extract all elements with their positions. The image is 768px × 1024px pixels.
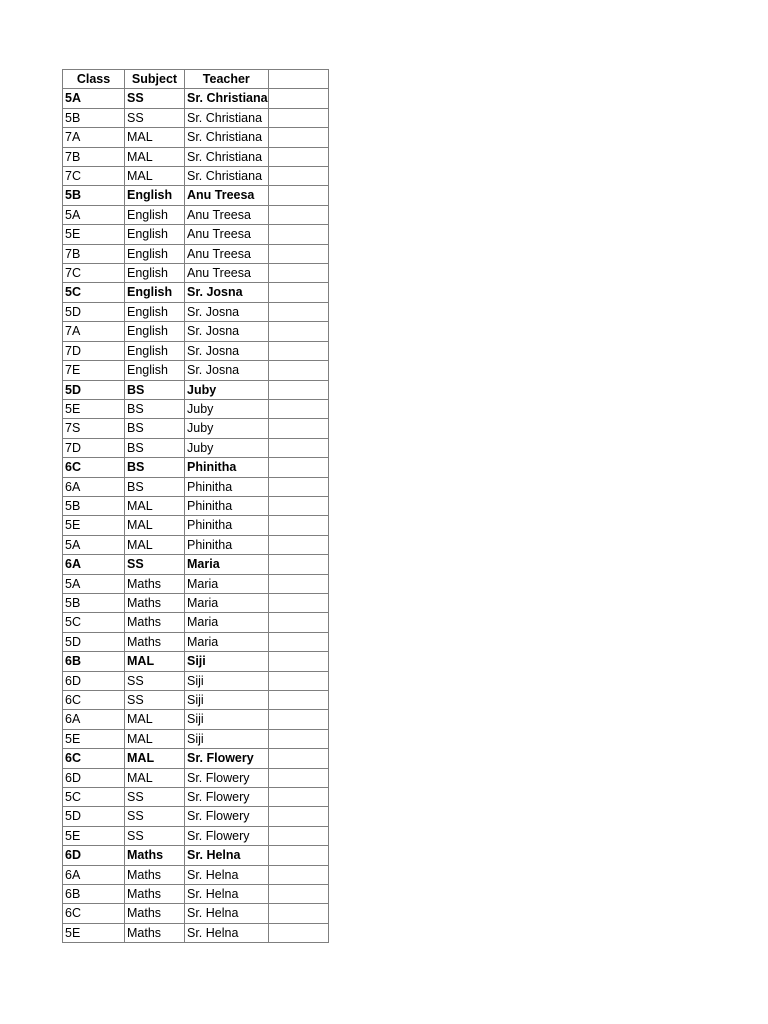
cell-teacher-text: Siji: [187, 731, 204, 746]
cell-teacher[interactable]: [185, 807, 269, 826]
cell-teacher-text: Phinitha: [187, 479, 233, 494]
table-row: [63, 205, 329, 224]
cell-teacher[interactable]: [185, 516, 269, 535]
cell-subject[interactable]: MAL: [125, 128, 185, 147]
cell-empty[interactable]: [268, 341, 328, 360]
cell-class[interactable]: 7A: [63, 128, 125, 147]
cell-subject[interactable]: English: [125, 205, 185, 224]
cell-teacher[interactable]: [185, 923, 269, 942]
cell-teacher-text: Sr. Christiana: [187, 91, 268, 106]
table-row: [63, 788, 329, 807]
cell-class[interactable]: 7A: [63, 322, 125, 341]
cell-teacher-text: Juby: [187, 401, 214, 416]
cell-teacher[interactable]: [185, 458, 269, 477]
cell-class[interactable]: 5D: [63, 302, 125, 321]
cell-subject[interactable]: Maths: [125, 846, 185, 865]
cell-empty[interactable]: [268, 322, 328, 341]
cell-subject[interactable]: SS: [125, 671, 185, 690]
cell-subject[interactable]: BS: [125, 477, 185, 496]
cell-subject[interactable]: Maths: [125, 574, 185, 593]
cell-empty[interactable]: [268, 361, 328, 380]
table-row: [63, 749, 329, 768]
cell-teacher[interactable]: [185, 729, 269, 748]
table-row: [63, 399, 329, 418]
cell-teacher-text: Siji: [187, 693, 204, 707]
table-row: [63, 108, 329, 127]
cell-teacher[interactable]: [185, 613, 269, 632]
cell-empty[interactable]: [268, 516, 328, 535]
cell-teacher-text: Anu Treesa: [187, 246, 251, 261]
table-row: [63, 710, 329, 729]
table-row: [63, 147, 329, 166]
table-row: [63, 865, 329, 884]
cell-class[interactable]: 7C: [63, 167, 125, 186]
table-row: [63, 574, 329, 593]
cell-subject[interactable]: SS: [125, 555, 185, 574]
table-row: [63, 341, 329, 360]
cell-teacher[interactable]: [185, 477, 269, 496]
cell-class[interactable]: 5E: [63, 826, 125, 845]
cell-class[interactable]: 5A: [63, 89, 125, 108]
header-class[interactable]: Class: [63, 70, 125, 89]
table-row: [63, 458, 329, 477]
table-row: [63, 729, 329, 748]
cell-teacher-text: Sr. Christiana: [187, 130, 263, 145]
cell-teacher-text: Anu Treesa: [187, 207, 251, 222]
table-row: [63, 89, 329, 108]
cell-subject[interactable]: SS: [125, 788, 185, 807]
cell-teacher[interactable]: [185, 108, 269, 127]
cell-subject[interactable]: MAL: [125, 768, 185, 787]
cell-class[interactable]: 6C: [63, 691, 125, 710]
cell-class[interactable]: 5D: [63, 632, 125, 651]
cell-empty[interactable]: [268, 632, 328, 651]
cell-class[interactable]: 5E: [63, 923, 125, 942]
cell-teacher[interactable]: [185, 264, 269, 283]
cell-teacher-text: Sr. Josna: [187, 324, 240, 339]
cell-empty[interactable]: [268, 89, 328, 108]
table-row: [63, 535, 329, 554]
cell-empty[interactable]: [268, 380, 328, 399]
cell-subject[interactable]: Maths: [125, 632, 185, 651]
cell-class[interactable]: 5A: [63, 205, 125, 224]
cell-subject[interactable]: English: [125, 244, 185, 263]
cell-teacher-text: Sr. Flowery: [187, 809, 250, 824]
cell-class[interactable]: 5A: [63, 574, 125, 593]
cell-empty[interactable]: [268, 225, 328, 244]
cell-teacher-text: Sr. Helna: [187, 887, 239, 902]
cell-teacher-text: Juby: [187, 421, 214, 436]
table-row: [63, 264, 329, 283]
header-row: [63, 70, 329, 89]
cell-teacher[interactable]: [185, 904, 269, 923]
table-row: [63, 477, 329, 496]
cell-empty[interactable]: [268, 458, 328, 477]
cell-class[interactable]: 6C: [63, 904, 125, 923]
cell-empty[interactable]: [268, 865, 328, 884]
table-row: [63, 186, 329, 205]
cell-teacher-text: Sr. Christiana: [187, 169, 263, 184]
cell-teacher-text: Sr. Flowery: [187, 828, 250, 843]
cell-teacher[interactable]: [185, 302, 269, 321]
cell-subject[interactable]: English: [125, 341, 185, 360]
cell-teacher-text: Maria: [187, 634, 219, 649]
cell-subject[interactable]: MAL: [125, 710, 185, 729]
cell-teacher[interactable]: [185, 749, 269, 768]
cell-class[interactable]: 6D: [63, 768, 125, 787]
cell-teacher[interactable]: [185, 788, 269, 807]
cell-subject[interactable]: English: [125, 283, 185, 302]
cell-teacher-text: Anu Treesa: [187, 227, 251, 242]
cell-class[interactable]: 5B: [63, 186, 125, 205]
cell-teacher[interactable]: [185, 593, 269, 612]
cell-empty[interactable]: [268, 438, 328, 457]
cell-subject[interactable]: SS: [125, 108, 185, 127]
cell-empty[interactable]: [268, 302, 328, 321]
cell-subject[interactable]: BS: [125, 419, 185, 438]
cell-class[interactable]: 7D: [63, 438, 125, 457]
cell-teacher[interactable]: [185, 147, 269, 166]
cell-subject[interactable]: Maths: [125, 865, 185, 884]
cell-teacher-text: Sr. Josna: [187, 363, 240, 378]
cell-empty[interactable]: [268, 186, 328, 205]
cell-teacher[interactable]: [185, 128, 269, 147]
cell-class[interactable]: 5E: [63, 399, 125, 418]
cell-class[interactable]: 6D: [63, 846, 125, 865]
cell-class[interactable]: 7B: [63, 147, 125, 166]
cell-teacher-text: Phinitha: [187, 518, 233, 533]
cell-empty[interactable]: [268, 147, 328, 166]
table-row: [63, 904, 329, 923]
cell-empty[interactable]: [268, 419, 328, 438]
cell-teacher-text: Sr. Helna: [187, 906, 239, 921]
table-row: [63, 361, 329, 380]
table-row: [63, 225, 329, 244]
cell-empty[interactable]: [268, 496, 328, 515]
cell-empty[interactable]: [268, 244, 328, 263]
cell-teacher[interactable]: [185, 671, 269, 690]
cell-subject[interactable]: MAL: [125, 749, 185, 768]
cell-empty[interactable]: [268, 923, 328, 942]
cell-teacher-text: Sr. Helna: [187, 867, 239, 882]
cell-class[interactable]: 5D: [63, 807, 125, 826]
cell-class[interactable]: 5C: [63, 788, 125, 807]
table-row: [63, 167, 329, 186]
cell-teacher[interactable]: [185, 535, 269, 554]
table-row: [63, 283, 329, 302]
cell-empty[interactable]: [268, 749, 328, 768]
cell-empty[interactable]: [268, 807, 328, 826]
cell-teacher[interactable]: [185, 555, 269, 574]
cell-class[interactable]: 6B: [63, 652, 125, 671]
cell-empty[interactable]: [268, 399, 328, 418]
cell-teacher[interactable]: [185, 380, 269, 399]
cell-teacher-text: Sr. Josna: [187, 304, 240, 319]
cell-class[interactable]: 5D: [63, 380, 125, 399]
cell-class[interactable]: 5C: [63, 613, 125, 632]
table-row: [63, 923, 329, 942]
cell-teacher-text: Maria: [187, 595, 219, 610]
cell-teacher[interactable]: [185, 826, 269, 845]
cell-teacher[interactable]: [185, 361, 269, 380]
header-empty[interactable]: [268, 70, 328, 89]
cell-subject[interactable]: SS: [125, 807, 185, 826]
cell-class[interactable]: 5B: [63, 496, 125, 515]
cell-subject[interactable]: English: [125, 361, 185, 380]
cell-class[interactable]: 6C: [63, 458, 125, 477]
cell-class[interactable]: 6A: [63, 710, 125, 729]
cell-subject[interactable]: SS: [125, 826, 185, 845]
cell-empty[interactable]: [268, 574, 328, 593]
cell-teacher[interactable]: [185, 710, 269, 729]
cell-empty[interactable]: [268, 652, 328, 671]
cell-class[interactable]: 5C: [63, 283, 125, 302]
cell-teacher-text: Sr. Josna: [187, 343, 240, 358]
cell-empty[interactable]: [268, 671, 328, 690]
cell-teacher[interactable]: [185, 89, 269, 108]
cell-teacher[interactable]: [185, 167, 269, 186]
cell-subject[interactable]: Maths: [125, 904, 185, 923]
cell-subject[interactable]: English: [125, 264, 185, 283]
cell-teacher-text: Sr. Helna: [187, 848, 241, 863]
cell-subject[interactable]: MAL: [125, 167, 185, 186]
cell-empty[interactable]: [268, 555, 328, 574]
table-row: [63, 632, 329, 651]
cell-empty[interactable]: [268, 477, 328, 496]
cell-teacher-text: Siji: [187, 654, 206, 669]
table-row: [63, 438, 329, 457]
cell-teacher[interactable]: [185, 691, 269, 710]
table-body: [63, 89, 329, 943]
cell-teacher[interactable]: [185, 341, 269, 360]
cell-subject[interactable]: English: [125, 302, 185, 321]
cell-class[interactable]: 7D: [63, 341, 125, 360]
cell-teacher[interactable]: [185, 438, 269, 457]
cell-empty[interactable]: [268, 128, 328, 147]
cell-teacher-text: Phinitha: [187, 537, 233, 552]
cell-subject[interactable]: BS: [125, 399, 185, 418]
cell-class[interactable]: 6B: [63, 885, 125, 904]
spreadsheet-page: [62, 69, 329, 943]
cell-class[interactable]: 5E: [63, 225, 125, 244]
table-row: [63, 322, 329, 341]
cell-class[interactable]: 5E: [63, 516, 125, 535]
cell-teacher-text: Maria: [187, 557, 220, 572]
cell-empty[interactable]: [268, 691, 328, 710]
cell-teacher[interactable]: [185, 399, 269, 418]
cell-teacher-text: Siji: [187, 712, 204, 727]
table-row: [63, 807, 329, 826]
cell-empty[interactable]: [268, 904, 328, 923]
cell-teacher-text: Phinitha: [187, 498, 233, 513]
cell-teacher-text: Maria: [187, 576, 219, 591]
cell-empty[interactable]: [268, 593, 328, 612]
cell-teacher-text: Sr. Christiana: [187, 149, 263, 164]
cell-teacher[interactable]: [185, 846, 269, 865]
cell-class[interactable]: 7E: [63, 361, 125, 380]
cell-subject[interactable]: SS: [125, 89, 185, 108]
cell-teacher-text: Phinitha: [187, 460, 237, 475]
table-row: [63, 691, 329, 710]
cell-teacher[interactable]: [185, 205, 269, 224]
cell-subject[interactable]: SS: [125, 691, 185, 710]
cell-class[interactable]: 5B: [63, 108, 125, 127]
table-row: [63, 380, 329, 399]
cell-teacher-text: Sr. Flowery: [187, 790, 250, 805]
cell-teacher[interactable]: [185, 244, 269, 263]
cell-empty[interactable]: [268, 264, 328, 283]
cell-class[interactable]: 5B: [63, 593, 125, 612]
table-row: [63, 826, 329, 845]
cell-teacher-text: Maria: [187, 615, 219, 630]
cell-teacher[interactable]: [185, 574, 269, 593]
cell-class[interactable]: 7S: [63, 419, 125, 438]
cell-subject[interactable]: Maths: [125, 923, 185, 942]
table-row: [63, 613, 329, 632]
cell-teacher[interactable]: [185, 768, 269, 787]
cell-empty[interactable]: [268, 710, 328, 729]
header-teacher[interactable]: Teacher: [185, 70, 269, 89]
cell-empty[interactable]: [268, 826, 328, 845]
table-row: [63, 496, 329, 515]
cell-teacher[interactable]: [185, 496, 269, 515]
table-row: [63, 671, 329, 690]
table-row: [63, 516, 329, 535]
table-row: [63, 555, 329, 574]
table-row: [63, 128, 329, 147]
cell-subject[interactable]: MAL: [125, 496, 185, 515]
cell-teacher[interactable]: [185, 885, 269, 904]
cell-subject[interactable]: MAL: [125, 147, 185, 166]
cell-empty[interactable]: [268, 885, 328, 904]
cell-teacher[interactable]: [185, 419, 269, 438]
cell-empty[interactable]: [268, 788, 328, 807]
cell-class[interactable]: 7B: [63, 244, 125, 263]
cell-teacher[interactable]: [185, 322, 269, 341]
cell-empty[interactable]: [268, 846, 328, 865]
cell-class[interactable]: 5A: [63, 535, 125, 554]
class-subject-teacher-table: [62, 69, 329, 943]
cell-empty[interactable]: [268, 283, 328, 302]
cell-class[interactable]: 6A: [63, 555, 125, 574]
cell-teacher-text: Anu Treesa: [187, 266, 251, 281]
cell-teacher-text: Sr. Helna: [187, 925, 239, 940]
cell-subject[interactable]: English: [125, 186, 185, 205]
cell-teacher[interactable]: [185, 865, 269, 884]
table-row: [63, 768, 329, 787]
cell-subject[interactable]: BS: [125, 380, 185, 399]
cell-class[interactable]: 6C: [63, 749, 125, 768]
cell-teacher-text: Sr. Flowery: [187, 770, 250, 785]
cell-empty[interactable]: [268, 613, 328, 632]
cell-class[interactable]: 6A: [63, 477, 125, 496]
table-row: [63, 846, 329, 865]
cell-empty[interactable]: [268, 535, 328, 554]
cell-class[interactable]: 6D: [63, 671, 125, 690]
cell-teacher-text: Anu Treesa: [187, 188, 255, 203]
cell-subject[interactable]: Maths: [125, 613, 185, 632]
cell-subject[interactable]: Maths: [125, 885, 185, 904]
cell-subject[interactable]: BS: [125, 438, 185, 457]
cell-teacher[interactable]: [185, 652, 269, 671]
cell-subject[interactable]: English: [125, 322, 185, 341]
cell-empty[interactable]: [268, 768, 328, 787]
header-subject[interactable]: Subject: [125, 70, 185, 89]
cell-class[interactable]: 7C: [63, 264, 125, 283]
cell-subject[interactable]: English: [125, 225, 185, 244]
cell-teacher-text: Sr. Josna: [187, 285, 243, 300]
cell-teacher[interactable]: [185, 632, 269, 651]
cell-empty[interactable]: [268, 167, 328, 186]
cell-teacher[interactable]: [185, 186, 269, 205]
cell-empty[interactable]: [268, 729, 328, 748]
cell-subject[interactable]: BS: [125, 458, 185, 477]
cell-empty[interactable]: [268, 108, 328, 127]
table-row: [63, 593, 329, 612]
cell-teacher-text: Sr. Flowery: [187, 751, 254, 766]
cell-subject[interactable]: MAL: [125, 535, 185, 554]
cell-teacher[interactable]: [185, 225, 269, 244]
cell-teacher-text: Juby: [187, 382, 217, 397]
cell-teacher-text: Siji: [187, 673, 204, 688]
table-row: [63, 244, 329, 263]
cell-subject[interactable]: MAL: [125, 729, 185, 748]
cell-teacher[interactable]: [185, 283, 269, 302]
cell-teacher-text: Juby: [187, 440, 214, 455]
cell-subject[interactable]: MAL: [125, 652, 185, 671]
table-row: [63, 885, 329, 904]
table-row: [63, 652, 329, 671]
cell-class[interactable]: 5E: [63, 729, 125, 748]
cell-subject[interactable]: Maths: [125, 593, 185, 612]
cell-class[interactable]: 6A: [63, 865, 125, 884]
cell-subject[interactable]: MAL: [125, 516, 185, 535]
table-row: [63, 419, 329, 438]
table-row: [63, 302, 329, 321]
cell-empty[interactable]: [268, 205, 328, 224]
cell-teacher-text: Sr. Christiana: [187, 110, 263, 125]
